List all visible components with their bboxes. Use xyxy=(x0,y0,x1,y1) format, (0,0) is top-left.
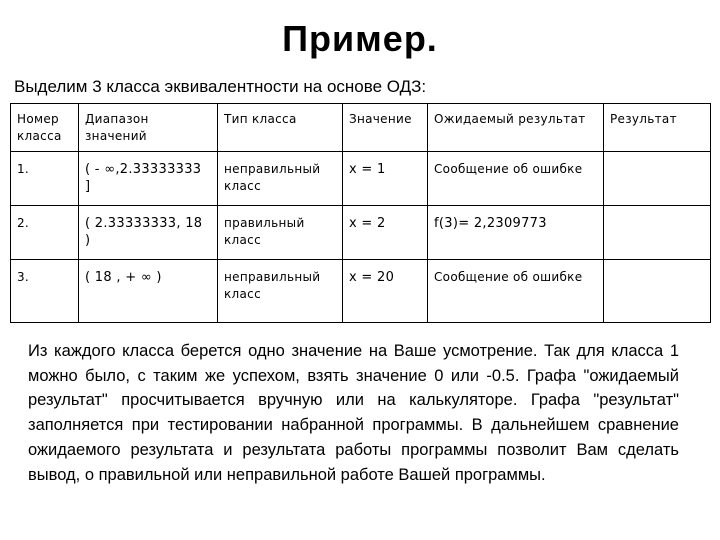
cell-value: x = 2 xyxy=(343,206,428,260)
cell-expected-result: f(3)= 2,2309773 xyxy=(428,206,604,260)
cell-value-range: ( - ∞,2.33333333 ] xyxy=(79,152,218,206)
header-result: Результат xyxy=(604,104,711,152)
header-expected-result: Ожидаемый результат xyxy=(428,104,604,152)
cell-expected-result: Сообщение об ошибке xyxy=(428,260,604,323)
cell-value-range: ( 2.33333333, 18 ) xyxy=(79,206,218,260)
table-row xyxy=(11,152,711,206)
table-row xyxy=(11,206,711,260)
table-header-row xyxy=(11,104,711,152)
equivalence-classes-table xyxy=(10,103,711,323)
cell-result xyxy=(604,260,711,323)
cell-class-type: правильный класс xyxy=(218,206,343,260)
cell-expected-result: Сообщение об ошибке xyxy=(428,152,604,206)
header-class-number: Номер класса xyxy=(11,104,79,152)
cell-class-number: 1. xyxy=(11,152,79,206)
cell-result xyxy=(604,206,711,260)
header-class-type: Тип класса xyxy=(218,104,343,152)
cell-class-type: неправильный класс xyxy=(218,152,343,206)
cell-class-number: 2. xyxy=(11,206,79,260)
cell-value: x = 1 xyxy=(343,152,428,206)
header-value-range: Диапазон значений xyxy=(79,104,218,152)
cell-class-type: неправильный класс xyxy=(218,260,343,323)
explanation-paragraph: Из каждого класса берется одно значение на Ваше усмотрение. Так для класса 1 можно было, с таким же успехом, взять значение 0 или -0.5. Графа "ожидаемый результат" просчитывается вручную или на калькуляторе. Графа "результат" заполняется при тестировании набранной программы. В дальнейшем сравнение ожидаемого результата и результата работы программы позволит Вам сделать вывод, о правильной или неправильной работе Вашей программы. xyxy=(28,342,679,484)
cell-value-range: ( 18 , + ∞ ) xyxy=(79,260,218,323)
cell-value: x = 20 xyxy=(343,260,428,323)
cell-result xyxy=(604,152,711,206)
table-row xyxy=(11,260,711,323)
header-value: Значение xyxy=(343,104,428,152)
cell-class-number: 3. xyxy=(11,260,79,323)
intro-text: Выделим 3 класса эквивалентности на основе ОДЗ: xyxy=(14,77,427,96)
page-title: Пример. xyxy=(282,18,438,59)
